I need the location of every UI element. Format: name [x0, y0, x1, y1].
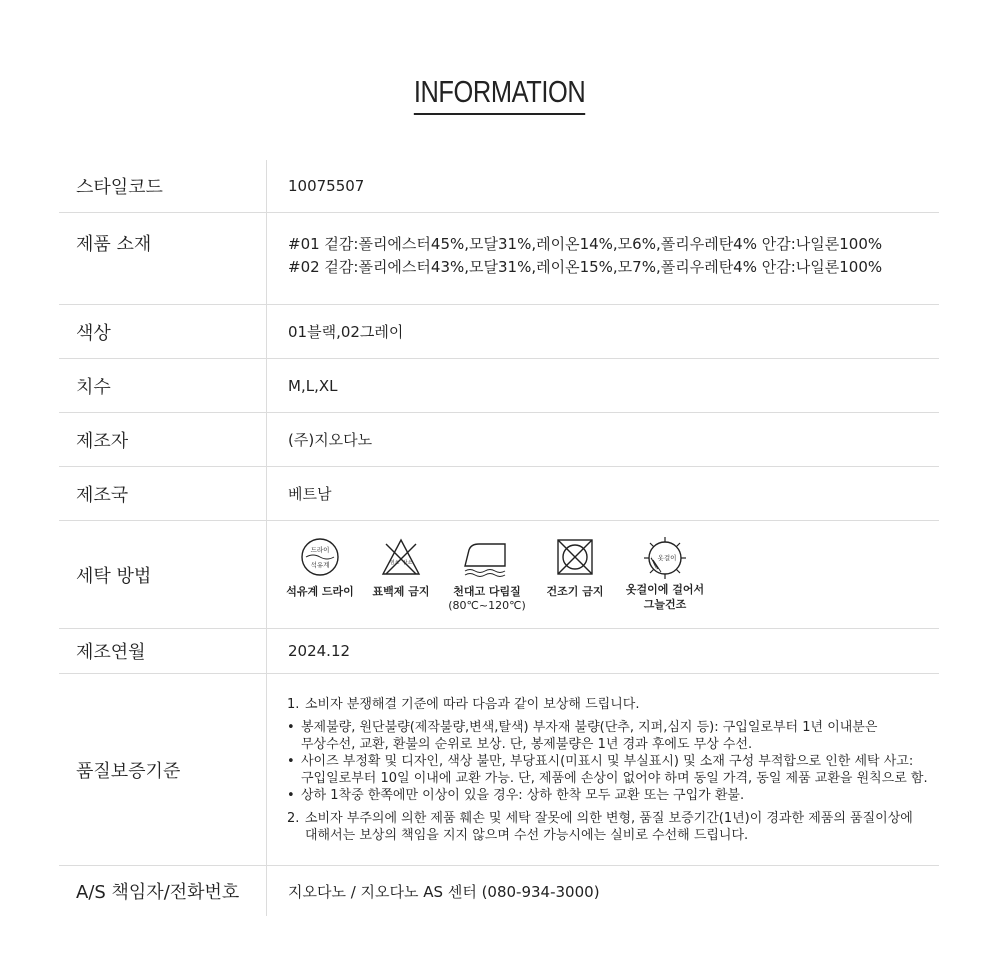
- row-label: 품질보증기준: [59, 674, 267, 865]
- row-label: 제품 소재: [59, 213, 267, 304]
- dry-clean-icon: [298, 536, 342, 578]
- dry-clean-icon-top-text: 드라이: [310, 546, 330, 554]
- row-size: [59, 358, 939, 412]
- row-label: 세탁 방법: [59, 521, 267, 628]
- quality-item: [287, 753, 928, 787]
- as-value: 지오다노 / 지오다노 AS 센터 (080-934-3000): [288, 882, 600, 901]
- row-color: [59, 304, 939, 358]
- row-style-code: [59, 160, 939, 212]
- care-item-iron: [447, 536, 527, 613]
- country-value: 베트남: [288, 485, 332, 503]
- row-as: [59, 865, 939, 916]
- page-title-wrap: [0, 73, 1000, 115]
- care-label: 표백제 금지: [372, 585, 430, 598]
- quality-line: 구입일로부터 10일 이내에 교환 가능. 단, 제품에 손상이 없어야 하며 동일 가격, 동일 제품 교환을 원칙으로 함.: [301, 771, 928, 786]
- quality-list: [287, 674, 928, 844]
- row-made-date: [59, 628, 939, 673]
- info-table: [59, 160, 939, 916]
- quality-line: 소비자 분쟁해결 기준에 따라 다음과 같이 보상해 드립니다.: [305, 697, 640, 712]
- care-label: 건조기 금지: [546, 585, 604, 598]
- quality-item: [287, 719, 928, 753]
- quality-mark: •: [287, 754, 295, 769]
- quality-item: [287, 810, 928, 844]
- row-quality: [59, 673, 939, 865]
- color-value: 01블랙,02그레이: [288, 323, 404, 341]
- quality-line: 무상수선, 교환, 환불의 순위로 보상. 단, 봉제불량은 1년 경과 후에도 무상 수선.: [301, 737, 753, 752]
- care-item-dry-clean: [285, 536, 355, 599]
- row-label: 색상: [59, 305, 267, 358]
- care-label-line-1: 옷걸이에 걸어서: [625, 583, 705, 596]
- material-value: [267, 213, 939, 304]
- care-item-no-bleach: [365, 536, 437, 599]
- row-country: [59, 466, 939, 520]
- material-line-1: #01 겉감:폴리에스터45%,모달31%,레이온14%,모6%,폴리우레탄4% 안감:나일론100%: [288, 235, 883, 253]
- dry-clean-icon-bottom-text: 석유계: [310, 561, 330, 569]
- care-label: 천대고 다림질: [453, 585, 521, 598]
- care-label-line-2: 그늘건조: [643, 598, 687, 611]
- quality-line: 소비자 부주의에 의한 제품 훼손 및 세탁 잘못에 의한 변형, 품질 보증기간(1년)이 경과한 제품의 품질이상에: [305, 811, 913, 826]
- size-value: M,L,XL: [288, 376, 338, 395]
- quality-mark: 2.: [287, 811, 300, 826]
- no-bleach-icon: [379, 536, 423, 578]
- quality-mark: •: [287, 720, 295, 735]
- maker-value: (주)지오다노: [288, 431, 373, 449]
- material-line-2: #02 겉감:폴리에스터43%,모달31%,레이온15%,모7%,폴리우레탄4% 안감:나일론100%: [288, 258, 883, 276]
- no-bleach-icon-right-text: 산소: [402, 560, 413, 566]
- no-bleach-icon-left-text: 염소: [389, 560, 400, 566]
- iron-icon: [461, 536, 513, 578]
- page-title: INFORMATION: [414, 73, 586, 115]
- quality-line: 봉제불량, 원단불량(제작불량,변색,탈색) 부자재 불량(단추, 지퍼,심지 등): 구입일로부터 1년 이내분은: [301, 720, 878, 735]
- row-label: 제조연월: [59, 629, 267, 673]
- care-label: 석유계 드라이: [286, 585, 354, 598]
- no-tumble-dry-icon: [553, 536, 597, 578]
- hang-dry-icon-text: 옷걸이: [657, 554, 677, 562]
- care-symbols: [285, 521, 715, 613]
- washing-value: [267, 521, 939, 628]
- care-item-hang-dry: [615, 536, 715, 612]
- care-sub-label: (80℃~120℃): [448, 599, 526, 612]
- quality-line: 대해서는 보상의 책임을 지지 않으며 수선 가능시에는 실비로 수선해 드립니다.: [305, 828, 749, 843]
- row-label: 치수: [59, 359, 267, 412]
- row-material: [59, 212, 939, 304]
- hang-dry-shade-icon: [641, 536, 689, 580]
- made-date-value: 2024.12: [288, 642, 351, 660]
- quality-item: [287, 787, 928, 804]
- quality-line: 상하 1착중 한쪽에만 이상이 있을 경우: 상하 한착 모두 교환 또는 구입가 환불.: [301, 788, 745, 803]
- row-maker: [59, 412, 939, 466]
- quality-value: [267, 674, 939, 865]
- row-washing: [59, 520, 939, 628]
- style-code-value: 10075507: [288, 177, 365, 195]
- quality-mark: 1.: [287, 697, 300, 712]
- care-item-no-tumble-dry: [541, 536, 609, 599]
- row-label: 제조자: [59, 413, 267, 466]
- row-label: A/S 책임자/전화번호: [59, 866, 267, 916]
- quality-line: 사이즈 부정확 및 디자인, 색상 불만, 부당표시(미표시 및 부실표시) 및 소재 구성 부적합으로 인한 세탁 사고:: [301, 754, 914, 769]
- quality-mark: •: [287, 788, 295, 803]
- quality-item: [287, 696, 928, 713]
- row-label: 스타일코드: [59, 160, 267, 212]
- row-label: 제조국: [59, 467, 267, 520]
